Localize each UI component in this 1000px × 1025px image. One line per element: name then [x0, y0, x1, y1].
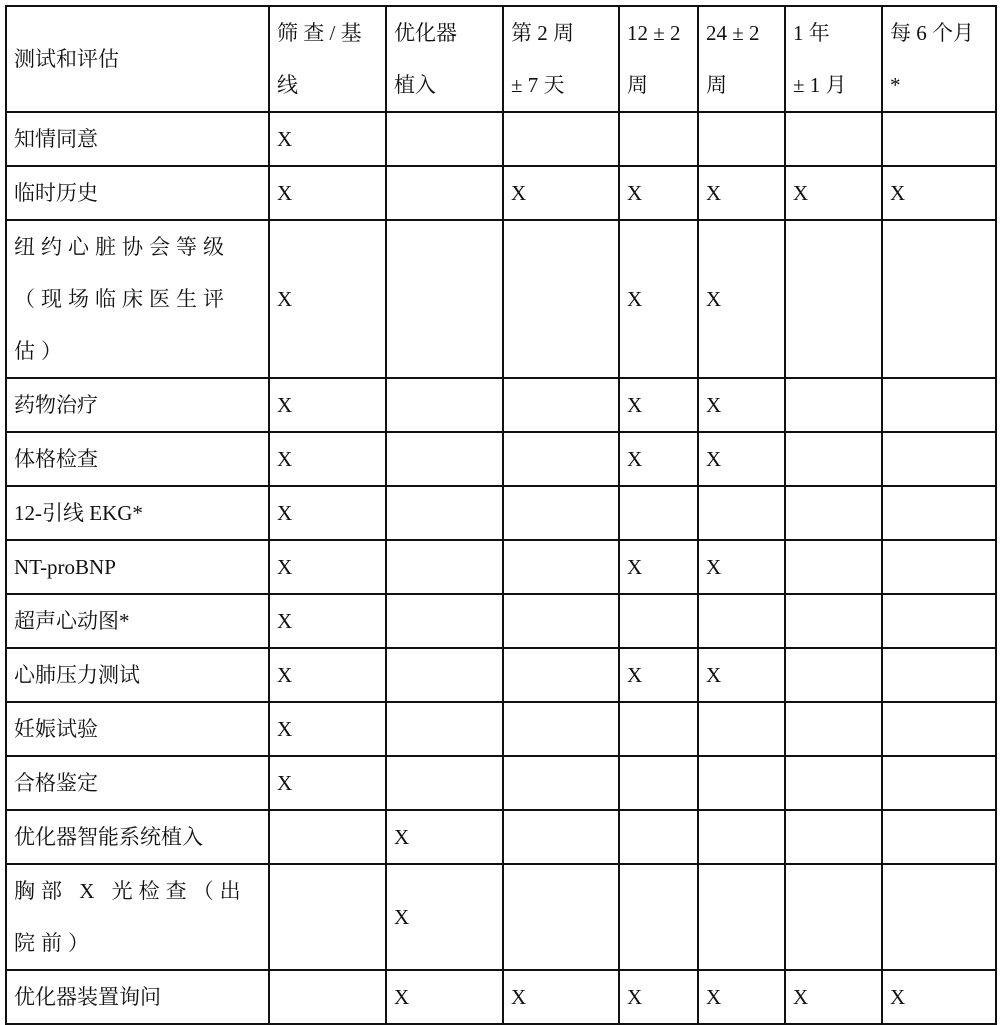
- table-row: [6, 970, 996, 1024]
- mark-x: X: [394, 905, 410, 929]
- schedule-cell: [698, 112, 785, 166]
- schedule-cell: [785, 970, 882, 1024]
- mark-x: X: [277, 663, 293, 687]
- mark-x: X: [890, 985, 906, 1009]
- schedule-cell: [386, 432, 503, 486]
- schedule-cell: [386, 702, 503, 756]
- schedule-cell: [619, 486, 698, 540]
- header-label-line1: 1 年: [793, 21, 830, 45]
- schedule-cell: [386, 486, 503, 540]
- schedule-cell: [619, 220, 698, 378]
- header-label-line1: 第 2 周: [511, 21, 574, 45]
- schedule-cell: [503, 540, 619, 594]
- schedule-cell: [386, 540, 503, 594]
- schedule-cell: [503, 970, 619, 1024]
- header-week-12: [619, 6, 698, 112]
- schedule-cell: [698, 864, 785, 970]
- schedule-cell: [882, 540, 996, 594]
- table-row: [6, 756, 996, 810]
- schedule-cell: [698, 810, 785, 864]
- schedule-cell: [503, 594, 619, 648]
- header-optimizer-implant: [386, 6, 503, 112]
- schedule-cell: [698, 378, 785, 432]
- schedule-cell: [785, 166, 882, 220]
- mark-x: X: [277, 609, 293, 633]
- mark-x: X: [511, 181, 527, 205]
- schedule-cell: [386, 220, 503, 378]
- schedule-cell: [785, 648, 882, 702]
- schedule-cell: [619, 756, 698, 810]
- header-every-6-months: [882, 6, 996, 112]
- mark-x: X: [627, 985, 643, 1009]
- mark-x: X: [394, 985, 410, 1009]
- schedule-cell: [698, 432, 785, 486]
- mark-x: X: [627, 663, 643, 687]
- schedule-cell: [269, 702, 386, 756]
- schedule-cell: [882, 432, 996, 486]
- schedule-cell: [698, 594, 785, 648]
- mark-x: X: [511, 985, 527, 1009]
- schedule-cell: [619, 864, 698, 970]
- schedule-cell: [269, 220, 386, 378]
- schedule-cell: [386, 166, 503, 220]
- mark-x: X: [706, 555, 722, 579]
- mark-x: X: [627, 287, 643, 311]
- header-tests-assessments: [6, 6, 269, 112]
- schedule-cell: [785, 756, 882, 810]
- schedule-cell: [619, 970, 698, 1024]
- schedule-cell: [269, 432, 386, 486]
- schedule-cell: [619, 378, 698, 432]
- row-label: 体格检查: [6, 432, 269, 486]
- schedule-cell: [503, 378, 619, 432]
- schedule-cell: [882, 648, 996, 702]
- mark-x: X: [277, 447, 293, 471]
- row-label: 知情同意: [6, 112, 269, 166]
- mark-x: X: [706, 393, 722, 417]
- header-label-line2: 线: [277, 73, 298, 97]
- schedule-cell: [503, 648, 619, 702]
- mark-x: X: [706, 181, 722, 205]
- header-week-24: [698, 6, 785, 112]
- mark-x: X: [706, 447, 722, 471]
- table-row: [6, 166, 996, 220]
- table-row: [6, 540, 996, 594]
- schedule-cell: [882, 970, 996, 1024]
- table-row: [6, 220, 996, 378]
- schedule-cell: [619, 810, 698, 864]
- schedule-cell: [386, 864, 503, 970]
- schedule-cell: [698, 970, 785, 1024]
- row-label: 临时历史: [6, 166, 269, 220]
- schedule-cell: [882, 810, 996, 864]
- mark-x: X: [890, 181, 906, 205]
- schedule-cell: [503, 166, 619, 220]
- table-row: [6, 112, 996, 166]
- mark-x: X: [706, 663, 722, 687]
- table-row: [6, 594, 996, 648]
- header-label-line2: ± 1 月: [793, 73, 847, 97]
- schedule-cell: [503, 220, 619, 378]
- row-label: 12-引线 EKG*: [6, 486, 269, 540]
- schedule-cell: [269, 540, 386, 594]
- header-label-line1: 24 ± 2: [706, 21, 760, 45]
- row-label: 合格鉴定: [6, 756, 269, 810]
- mark-x: X: [627, 555, 643, 579]
- schedule-cell: [269, 112, 386, 166]
- schedule-cell: [269, 970, 386, 1024]
- schedule-cell: [698, 220, 785, 378]
- schedule-cell: [619, 702, 698, 756]
- schedule-cell: [503, 432, 619, 486]
- header-label-line1: 12 ± 2: [627, 21, 681, 45]
- mark-x: X: [793, 181, 809, 205]
- header-label-line2: 周: [627, 73, 648, 97]
- schedule-cell: [619, 648, 698, 702]
- header-label-line1: 筛 查 / 基: [277, 21, 362, 45]
- schedule-cell: [503, 756, 619, 810]
- header-label-line1: 每 6 个月: [890, 21, 974, 45]
- table-body: [6, 112, 996, 1024]
- schedule-cell: [269, 648, 386, 702]
- schedule-cell: [269, 864, 386, 970]
- schedule-cell: [882, 756, 996, 810]
- row-label: NT-proBNP: [6, 540, 269, 594]
- schedule-cell: [386, 756, 503, 810]
- schedule-cell: [882, 864, 996, 970]
- mark-x: X: [277, 771, 293, 795]
- mark-x: X: [277, 127, 293, 151]
- schedule-cell: [503, 864, 619, 970]
- header-week-2: [503, 6, 619, 112]
- schedule-cell: [785, 220, 882, 378]
- row-label: 药物治疗: [6, 378, 269, 432]
- header-screening-baseline: [269, 6, 386, 112]
- table-row: [6, 648, 996, 702]
- table-row: [6, 810, 996, 864]
- mark-x: X: [706, 985, 722, 1009]
- schedule-cell: [882, 702, 996, 756]
- schedule-cell: [882, 594, 996, 648]
- row-label: 优化器智能系统植入: [6, 810, 269, 864]
- schedule-cell: [785, 864, 882, 970]
- schedule-cell: [619, 432, 698, 486]
- schedule-cell: [785, 486, 882, 540]
- mark-x: X: [706, 287, 722, 311]
- schedule-cell: [882, 378, 996, 432]
- mark-x: X: [394, 825, 410, 849]
- row-label: 心肺压力测试: [6, 648, 269, 702]
- schedule-cell: [785, 594, 882, 648]
- schedule-cell: [386, 970, 503, 1024]
- mark-x: X: [793, 985, 809, 1009]
- schedule-cell: [698, 756, 785, 810]
- schedule-cell: [386, 378, 503, 432]
- schedule-cell: [785, 432, 882, 486]
- schedule-cell: [619, 112, 698, 166]
- mark-x: X: [277, 717, 293, 741]
- mark-x: X: [277, 181, 293, 205]
- header-label-line2: 植入: [394, 73, 436, 97]
- schedule-cell: [386, 648, 503, 702]
- mark-x: X: [627, 393, 643, 417]
- row-label: 超声心动图*: [6, 594, 269, 648]
- schedule-cell: [785, 702, 882, 756]
- table-row: [6, 486, 996, 540]
- header-label: 测试和评估: [14, 47, 119, 71]
- header-row: [6, 6, 996, 112]
- header-label-line1: 优化器: [394, 21, 457, 45]
- mark-x: X: [627, 181, 643, 205]
- schedule-cell: [619, 540, 698, 594]
- schedule-cell: [503, 810, 619, 864]
- row-label: 优化器装置询问: [6, 970, 269, 1024]
- schedule-cell: [698, 166, 785, 220]
- mark-x: X: [277, 393, 293, 417]
- schedule-cell: [785, 378, 882, 432]
- table-row: [6, 864, 996, 970]
- schedule-cell: [269, 378, 386, 432]
- header-label-line2: ± 7 天: [511, 73, 565, 97]
- table-row: [6, 702, 996, 756]
- schedule-cell: [503, 486, 619, 540]
- schedule-cell: [269, 594, 386, 648]
- assessment-schedule-table: [5, 5, 997, 1025]
- schedule-cell: [882, 220, 996, 378]
- schedule-cell: [785, 540, 882, 594]
- schedule-cell: [882, 486, 996, 540]
- header-label-line2: 周: [706, 73, 727, 97]
- schedule-cell: [882, 112, 996, 166]
- schedule-cell: [269, 166, 386, 220]
- mark-x: X: [277, 555, 293, 579]
- schedule-cell: [386, 112, 503, 166]
- schedule-cell: [882, 166, 996, 220]
- schedule-cell: [269, 810, 386, 864]
- schedule-cell: [698, 648, 785, 702]
- header-label-line2: *: [890, 73, 901, 97]
- schedule-cell: [503, 702, 619, 756]
- table-row: [6, 432, 996, 486]
- schedule-cell: [503, 112, 619, 166]
- schedule-cell: [698, 702, 785, 756]
- schedule-cell: [619, 166, 698, 220]
- row-label: 妊娠试验: [6, 702, 269, 756]
- schedule-cell: [698, 540, 785, 594]
- row-label: 纽约心脏协会等级（现场临床医生评估）: [6, 220, 269, 378]
- schedule-cell: [785, 810, 882, 864]
- mark-x: X: [277, 501, 293, 525]
- mark-x: X: [277, 287, 293, 311]
- mark-x: X: [627, 447, 643, 471]
- header-year-1: [785, 6, 882, 112]
- schedule-cell: [698, 486, 785, 540]
- table-row: [6, 378, 996, 432]
- schedule-cell: [269, 486, 386, 540]
- schedule-cell: [269, 756, 386, 810]
- schedule-cell: [386, 810, 503, 864]
- row-label: 胸部 X 光检查（出院前）: [6, 864, 269, 970]
- schedule-cell: [619, 594, 698, 648]
- schedule-cell: [785, 112, 882, 166]
- schedule-cell: [386, 594, 503, 648]
